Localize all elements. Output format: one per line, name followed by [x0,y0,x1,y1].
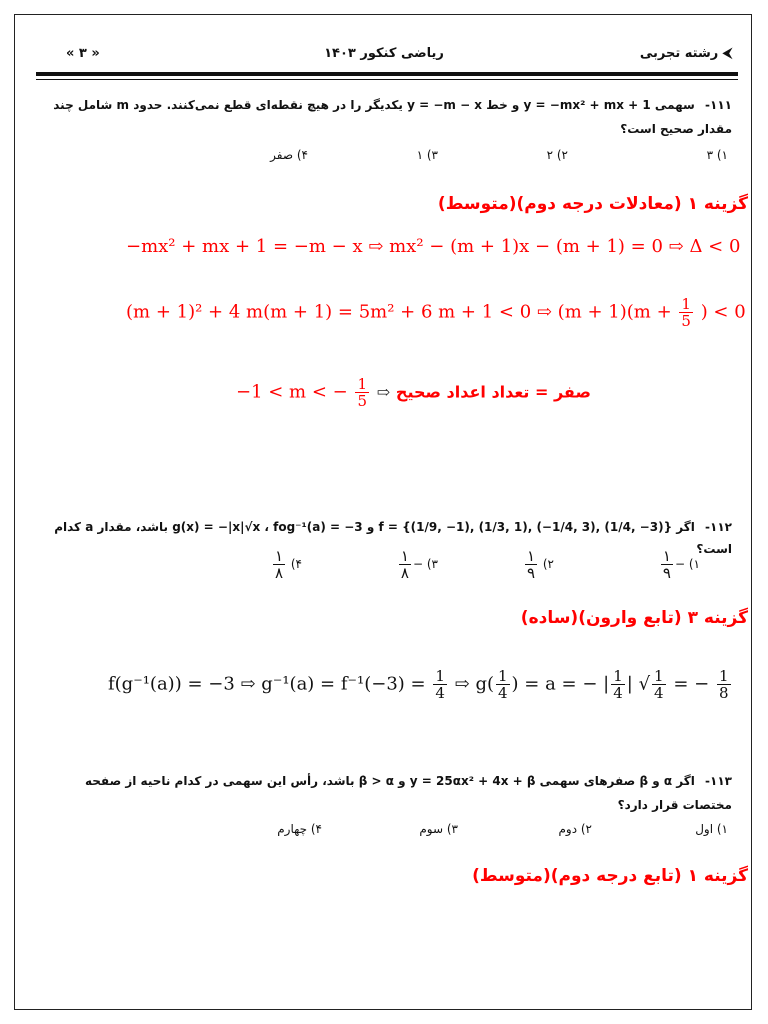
fraction [355,376,369,409]
numerator: ۱ [400,547,409,565]
solution-text: −1 < m < − [236,381,348,403]
option-1 [659,548,700,581]
denominator: 4 [435,684,445,702]
page-frame [14,14,752,1010]
option-2 [523,548,554,581]
header-divider [36,72,738,76]
answer-title: گزینه ۳ (تابع وارون)(ساده) [520,608,748,628]
option-3: ۳) ۱ [416,148,438,162]
solution-text: (m + 1)² + 4 m(m + 1) = 5m² + 6 m + 1 < 0 ⇨ (m + 1)(m + [126,301,672,323]
option-label: ۱) [688,557,700,571]
option-1: ۱) ۳ [706,148,728,162]
numerator: 1 [498,667,508,685]
question-text: اگر f = {(1/9, −1), (1/3, 1), (−1/4, 3), (1/4, −3)} و g(x) = −|x|√x ، fog⁻¹(a) = −3 باشد، مقدار a کدام است؟ [54,520,732,556]
denominator: 4 [498,684,508,702]
numerator: 1 [681,295,691,313]
fraction [399,548,411,581]
denominator: 8 [718,684,729,702]
question-number: ۱۱۲- [705,520,732,534]
numerator: ۱ [274,547,284,565]
numerator: ۱ [662,547,671,565]
solution-text: = − [673,673,710,695]
question-111-line2: مقدار صحیح است؟ [620,122,732,136]
option-4 [271,548,302,581]
fraction [661,548,673,581]
question-text: سهمی y = −mx² + mx + 1 و خط y = −m − x یکدیگر را در هیچ نقطه‌ای قطع نمی‌کنند. حدود m شامل چند [53,98,695,112]
fraction [679,296,693,329]
solution-text: ) = a = − | [511,673,610,695]
question-113 [32,770,732,792]
numerator: ۱ [526,547,536,565]
fraction [433,668,447,701]
question-111 [32,94,732,116]
solution-text: ) < 0 [700,301,746,323]
denominator: 5 [681,312,691,330]
option-3: ۳) سوم [419,822,458,836]
fraction [496,668,510,701]
pointer-icon: ⮜ [718,46,732,61]
header-page-number: « ۳ » [66,46,100,61]
solution-equation [108,668,733,701]
numerator: 1 [654,667,664,685]
denominator: 4 [654,684,664,702]
denominator: 4 [613,684,623,702]
solution-line-1: −mx² + mx + 1 = −m − x ⇨ mx² − (m + 1)x − (m + 1) = 0 ⇨ Δ < 0 [126,236,741,257]
numerator: 1 [613,667,623,685]
question-112 [32,516,732,560]
fraction [273,548,285,581]
option-label: ۴) [290,557,302,571]
solution-line-3 [236,376,591,409]
option-sign: − [412,557,424,571]
option-2: ۲) ۲ [546,148,568,162]
answer-title: گزینه ۱ (معادلات درجه دوم)(متوسط) [437,194,748,214]
denominator: ۸ [400,564,409,582]
question-text: اگر α و β صفرهای سهمی y = 25αx² + 4x + β و β > α باشد، رأس این سهمی در کدام ناحیه از صفحه [85,774,695,788]
question-113-line2: مختصات قرار دارد؟ [617,798,732,812]
header-divider-thin [36,79,738,80]
option-3 [397,548,438,581]
fraction [717,668,731,701]
header-center: ریاضی کنکور ۱۴۰۳ [324,46,444,61]
option-1: ۱) اول [695,822,728,836]
denominator: ۹ [662,564,671,582]
answer-title: گزینه ۱ (تابع درجه دوم)(متوسط) [472,866,748,886]
question-number: ۱۱۳- [705,774,732,788]
solution-text: f(g⁻¹(a)) = −3 ⇨ g⁻¹(a) = f⁻¹(−3) = [108,673,426,695]
fraction [611,668,625,701]
denominator: ۸ [274,564,284,582]
question-number: ۱۱۱- [705,98,732,112]
numerator: 1 [357,375,368,393]
fraction [652,668,666,701]
header-right: ⮜ رشته تجربی [639,46,732,61]
option-label: ۳) [426,557,438,571]
denominator: 5 [357,392,368,410]
solution-text: ⇨ g( [454,673,494,695]
implies-arrow-icon: ⇨ [376,382,391,402]
numerator: 1 [718,667,729,685]
denominator: ۹ [526,564,536,582]
conclusion-text: صفر = تعداد اعداد صحیح [395,382,591,402]
option-2: ۲) دوم [558,822,592,836]
solution-line-2 [126,296,746,329]
solution-text: | √ [626,673,651,695]
option-4: ۴) صفر [270,148,308,162]
option-sign: − [674,557,686,571]
option-4: ۴) چهارم [277,822,322,836]
numerator: 1 [435,667,445,685]
option-label: ۲) [542,557,554,571]
fraction [525,548,537,581]
